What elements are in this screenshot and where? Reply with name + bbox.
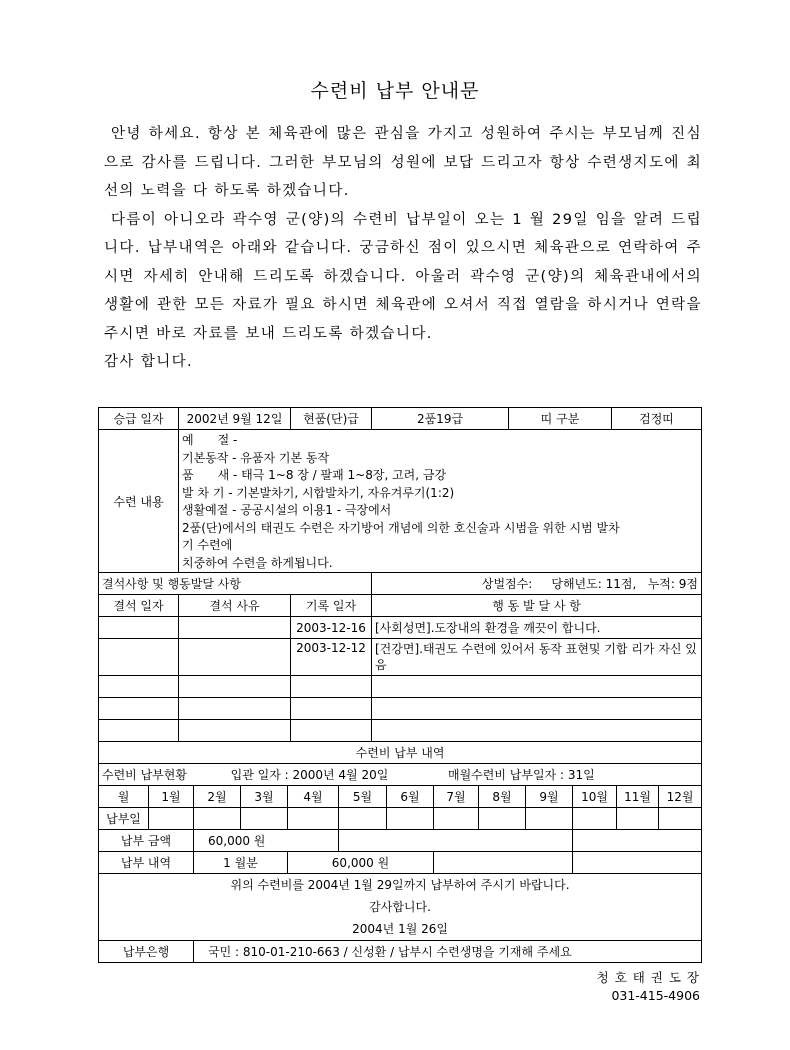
month-cell: 9월 <box>526 786 573 808</box>
paid-day-cell <box>288 808 339 830</box>
record-date <box>291 676 372 698</box>
bank-info: 국민 : 810-01-210-663 / 신성환 / 납부시 수련생명을 기재해 주세요 <box>194 941 702 963</box>
points-label: 상벌점수: <box>481 577 533 591</box>
header-behavior: 행 동 발 달 사 항 <box>372 595 702 617</box>
points-total: 누적: 9점 <box>647 577 698 591</box>
content-line: 발 차 기 - 기본발차기, 시합발차기, 자유겨루기(1:2) <box>182 485 455 500</box>
month-cell: 1월 <box>149 786 194 808</box>
behavior-note: [사회성면].도장내의 환경을 깨끗이 합니다. <box>372 617 702 639</box>
paid-day-cell <box>617 808 659 830</box>
amount-label: 납부 금액 <box>99 830 194 852</box>
absent-date <box>99 720 179 742</box>
rank-label: 현품(단)급 <box>291 408 372 430</box>
paid-day-cell <box>573 808 617 830</box>
month-cell: 3월 <box>241 786 288 808</box>
detail-label: 납부 내역 <box>99 852 194 874</box>
table-row <box>99 617 702 639</box>
record-date <box>291 720 372 742</box>
month-cell: 10월 <box>573 786 617 808</box>
payment-status-row <box>99 764 702 786</box>
month-cell: 7월 <box>434 786 479 808</box>
record-date: 2003-12-16 <box>291 617 372 639</box>
empty-cell <box>573 830 702 852</box>
content-label: 수련 내용 <box>99 430 179 573</box>
bank-label: 납부은행 <box>99 941 194 963</box>
behavior-note: [건강면].태권도 수련에 있어서 동작 표현및 기합 리가 자신 있음 <box>372 639 702 676</box>
behavior-note <box>372 720 702 742</box>
paid-day-row <box>99 808 702 830</box>
content-line: 예 절 - <box>182 433 238 447</box>
status-label: 수련비 납부현황 <box>102 768 187 782</box>
table-row <box>99 639 702 676</box>
paid-day-cell <box>659 808 702 830</box>
table-row <box>99 720 702 742</box>
month-cell: 2월 <box>194 786 241 808</box>
empty-cell <box>434 852 573 874</box>
paid-day-cell <box>241 808 288 830</box>
absent-date <box>99 698 179 720</box>
paid-day-cell <box>434 808 479 830</box>
month-cell: 8월 <box>479 786 526 808</box>
month-cell: 11월 <box>617 786 659 808</box>
month-cell: 5월 <box>339 786 387 808</box>
belt-value: 검정띠 <box>612 408 702 430</box>
header-record-date: 기록 일자 <box>291 595 372 617</box>
content-line: 기본동작 - 유품자 기본 동작 <box>182 450 330 465</box>
month-label: 월 <box>99 786 149 808</box>
gym-phone: 031-415-4906 <box>611 988 700 1003</box>
join-date: 입관 일자 : 2000년 4월 20일 <box>230 768 389 782</box>
behavior-note <box>372 698 702 720</box>
absent-reason <box>179 720 291 742</box>
paid-day-cell <box>339 808 387 830</box>
record-date <box>291 698 372 720</box>
months-row <box>99 786 702 808</box>
absent-reason <box>179 676 291 698</box>
absent-reason <box>179 639 291 676</box>
table-row <box>99 698 702 720</box>
amount-value: 60,000 원 <box>194 830 339 852</box>
payment-date: 2004년 1월 26일 <box>352 922 448 936</box>
payment-thanks: 감사합니다. <box>369 900 431 914</box>
rank-value: 2품19급 <box>372 408 509 430</box>
payment-notice: 위의 수련비를 2004년 1월 29일까지 납부하여 주시기 바랍니다. <box>230 878 570 892</box>
promo-date-label: 승급 일자 <box>99 408 179 430</box>
behavior-note <box>372 676 702 698</box>
table-row <box>99 676 702 698</box>
payment-table <box>98 741 702 963</box>
intro-paragraph-3: 감사 합니다. <box>104 354 194 370</box>
month-cell: 4월 <box>288 786 339 808</box>
content-line: 품 새 - 태극 1~8 장 / 팔괘 1~8장, 고려, 금강 <box>182 468 447 482</box>
paid-day-cell <box>387 808 434 830</box>
document-title: 수련비 납부 안내문 <box>310 80 480 102</box>
points-year: 당해년도: 11점, <box>551 577 637 591</box>
notice-cell <box>99 874 702 941</box>
points-cell <box>372 573 702 595</box>
content-line: 기 수련에 <box>182 538 233 552</box>
absent-date <box>99 676 179 698</box>
absent-date <box>99 617 179 639</box>
detail-amount: 60,000 원 <box>288 852 434 874</box>
intro-text <box>104 120 702 377</box>
training-info-table <box>98 407 702 742</box>
promo-date: 2002년 9월 12일 <box>179 408 291 430</box>
paid-day-cell <box>194 808 241 830</box>
paid-day-cell <box>149 808 194 830</box>
absent-reason <box>179 617 291 639</box>
record-date: 2003-12-12 <box>291 639 372 676</box>
empty-cell <box>339 830 573 852</box>
content-cell <box>179 430 702 573</box>
intro-paragraph-1: 안녕 하세요. 항상 본 체육관에 많은 관심을 가지고 성원하여 주시는 부모님께 진심으로 감사를 드립니다. 그러한 부모님의 성원에 보답 드리고자 항상 수련생지도에 최선의 노력을 다 하도록 하겠습니다. <box>104 126 702 199</box>
content-line: 치중하여 수련을 하게됩니다. <box>182 555 333 570</box>
month-cell: 12월 <box>659 786 702 808</box>
absent-reason <box>179 698 291 720</box>
paid-day-cell <box>479 808 526 830</box>
empty-cell <box>573 852 702 874</box>
month-cell: 6월 <box>387 786 434 808</box>
gym-name: 청 호 태 권 도 장 <box>596 970 700 985</box>
content-line: 2품(단)에서의 태권도 수련은 자기방어 개념에 의한 호신술과 시범을 위한 시범 발차 <box>182 520 620 535</box>
absent-date <box>99 639 179 676</box>
header-absent-reason: 결석 사유 <box>179 595 291 617</box>
header-absent-date: 결석 일자 <box>99 595 179 617</box>
paid-day-label: 납부일 <box>99 808 149 830</box>
intro-paragraph-2: 다름이 아니오라 곽수영 군(양)의 수련비 납부일이 오는 1 월 29일 임을 알려 드립니다. 납부내역은 아래와 같습니다. 궁금하신 점이 있으시면 체육관으로 연락하여 주시면 자세히 안내해 드리도록 하겠습니다. 아울러 곽수영 군(양)의 체육관내에서의 생활에 관한 모든 자료가 필요 하시면 체육관에 오셔서 직접 열람을 하시거나 연락을 주시면 바로 자료를 보내 드리도록 하겠습니다. <box>104 211 703 342</box>
payment-header: 수련비 납부 내역 <box>99 742 702 764</box>
belt-label: 띠 구분 <box>509 408 612 430</box>
monthly-pay-day: 매월수련비 납부일자 : 31일 <box>448 768 595 782</box>
content-line: 생활예절 - 공공시설의 이용1 - 극장에서 <box>182 503 392 517</box>
attendance-label: 결석사항 및 행동발달 사항 <box>99 573 372 595</box>
paid-day-cell <box>526 808 573 830</box>
detail-period: 1 월분 <box>194 852 288 874</box>
